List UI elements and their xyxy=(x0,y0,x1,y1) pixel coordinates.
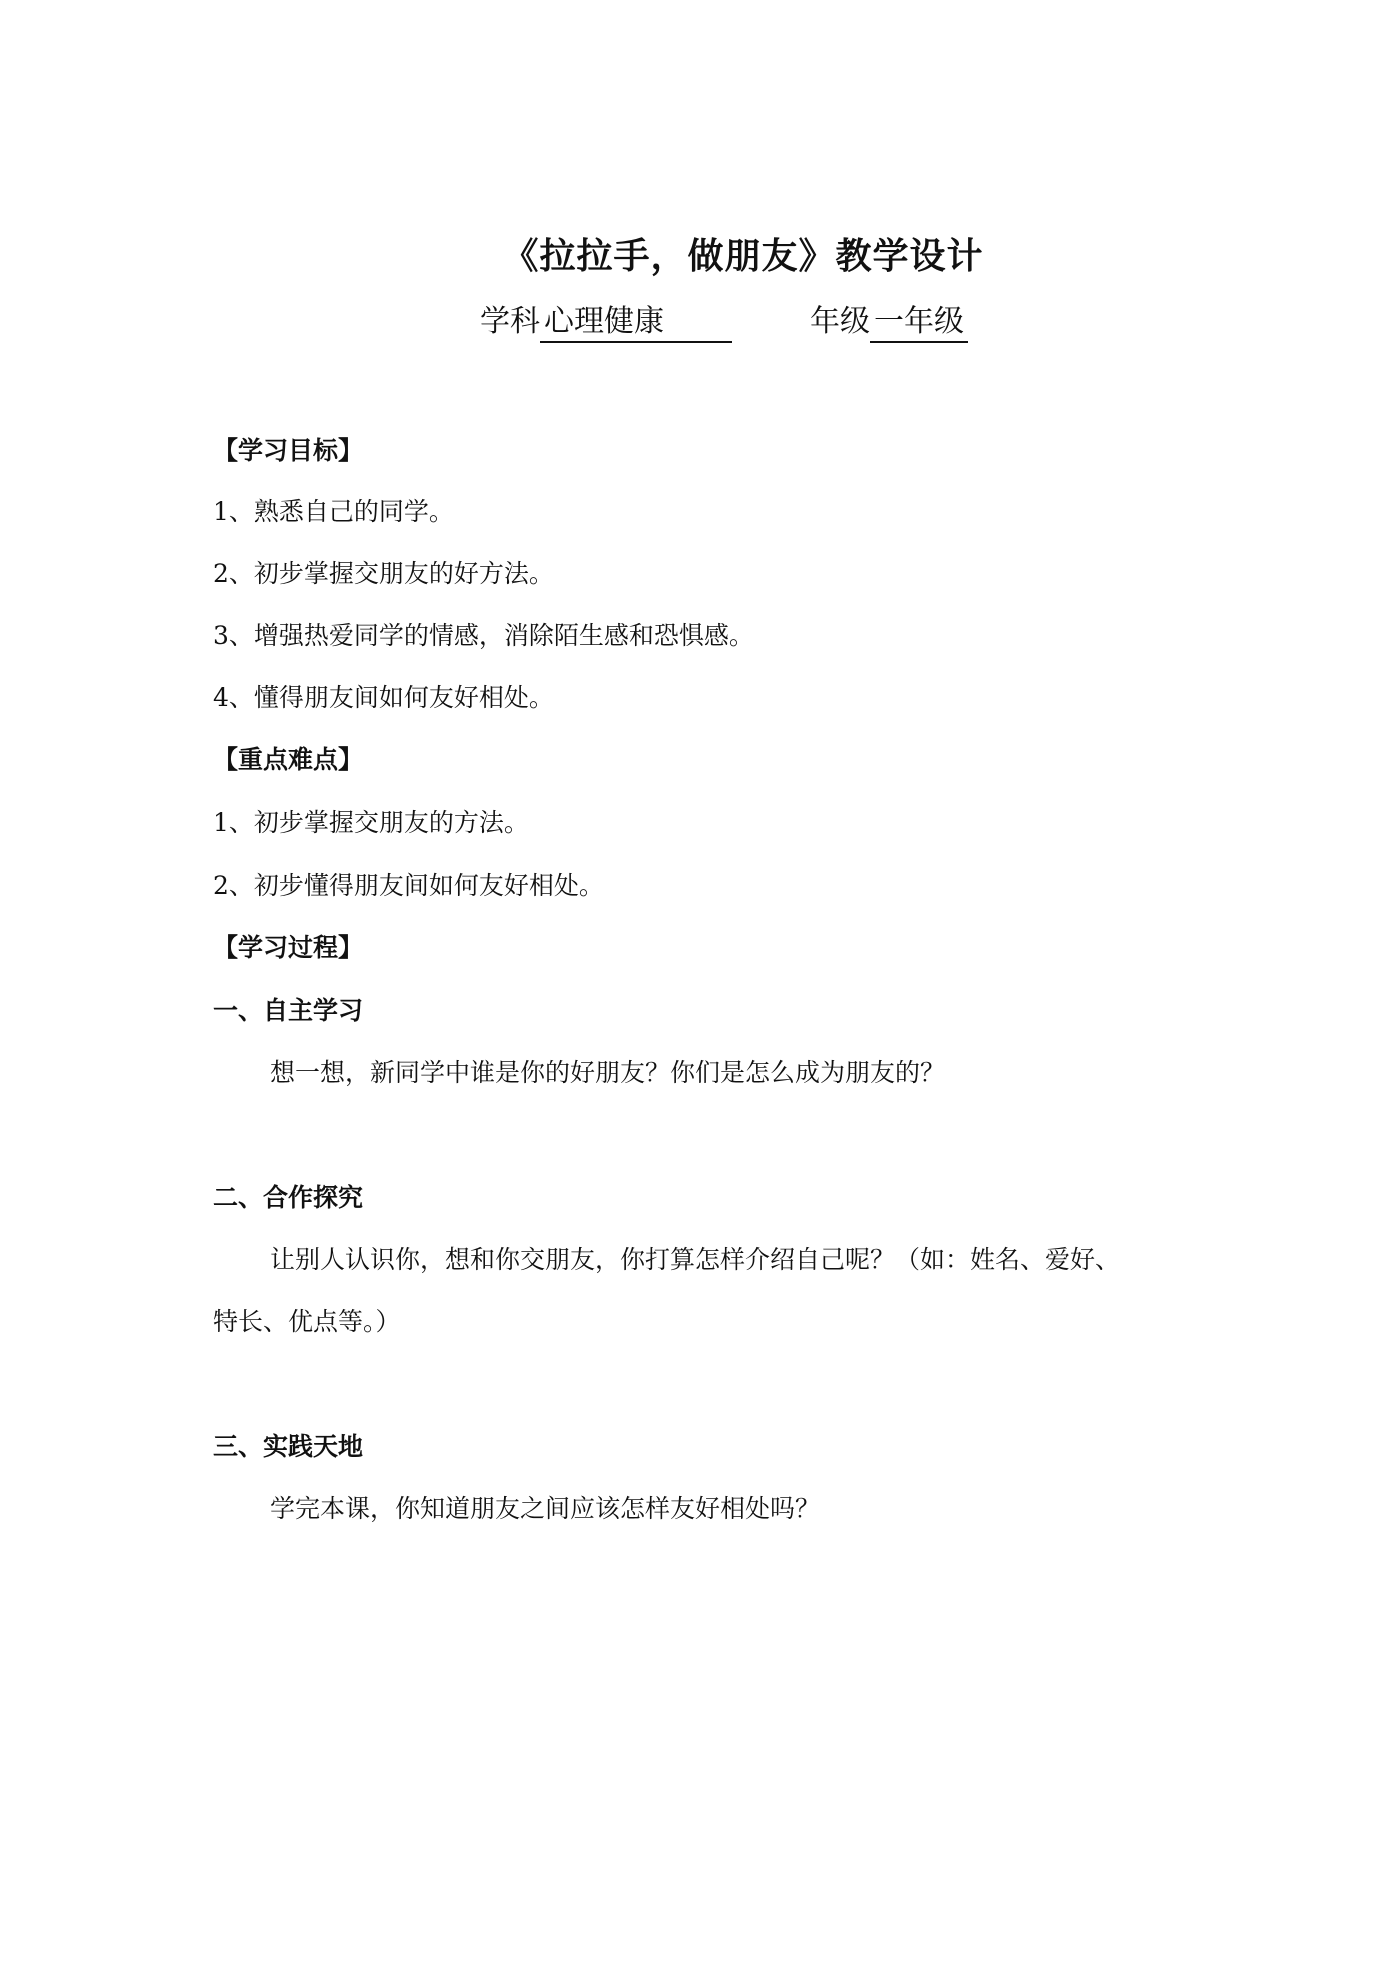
objectives-heading: 【学习目标】 xyxy=(213,436,364,465)
objective-item: 3、增强热爱同学的情感，消除陌生感和恐惧感。 xyxy=(213,621,754,650)
process-heading: 【学习过程】 xyxy=(213,933,364,962)
part2-heading: 二、合作探究 xyxy=(213,1183,364,1212)
part2-text-line1: 让别人认识你，想和你交朋友，你打算怎样介绍自己呢？（如：姓名、爱好、 xyxy=(270,1245,1121,1274)
document-title: 《拉拉手，做朋友》教学设计 xyxy=(502,235,984,277)
objective-item: 2、初步掌握交朋友的好方法。 xyxy=(213,559,554,588)
part1-text: 想一想，新同学中谁是你的好朋友？你们是怎么成为朋友的？ xyxy=(270,1058,946,1087)
objective-item: 1、熟悉自己的同学。 xyxy=(213,497,454,526)
part3-text: 学完本课，你知道朋友之间应该怎样友好相处吗？ xyxy=(270,1494,821,1523)
subject-value: 心理健康 xyxy=(540,305,732,343)
key-points-heading: 【重点难点】 xyxy=(213,745,364,774)
part3-heading: 三、实践天地 xyxy=(213,1432,364,1461)
subject-grade-line xyxy=(480,296,968,343)
grade-label: 年级 xyxy=(810,304,870,339)
objective-item: 4、懂得朋友间如何友好相处。 xyxy=(213,683,554,712)
subject-label: 学科 xyxy=(480,304,540,339)
part1-heading: 一、自主学习 xyxy=(213,996,364,1025)
key-point-item: 2、初步懂得朋友间如何友好相处。 xyxy=(213,871,604,900)
grade-value: 一年级 xyxy=(870,305,968,343)
part2-text-line2: 特长、优点等。） xyxy=(213,1307,401,1336)
key-point-item: 1、初步掌握交朋友的方法。 xyxy=(213,808,529,837)
